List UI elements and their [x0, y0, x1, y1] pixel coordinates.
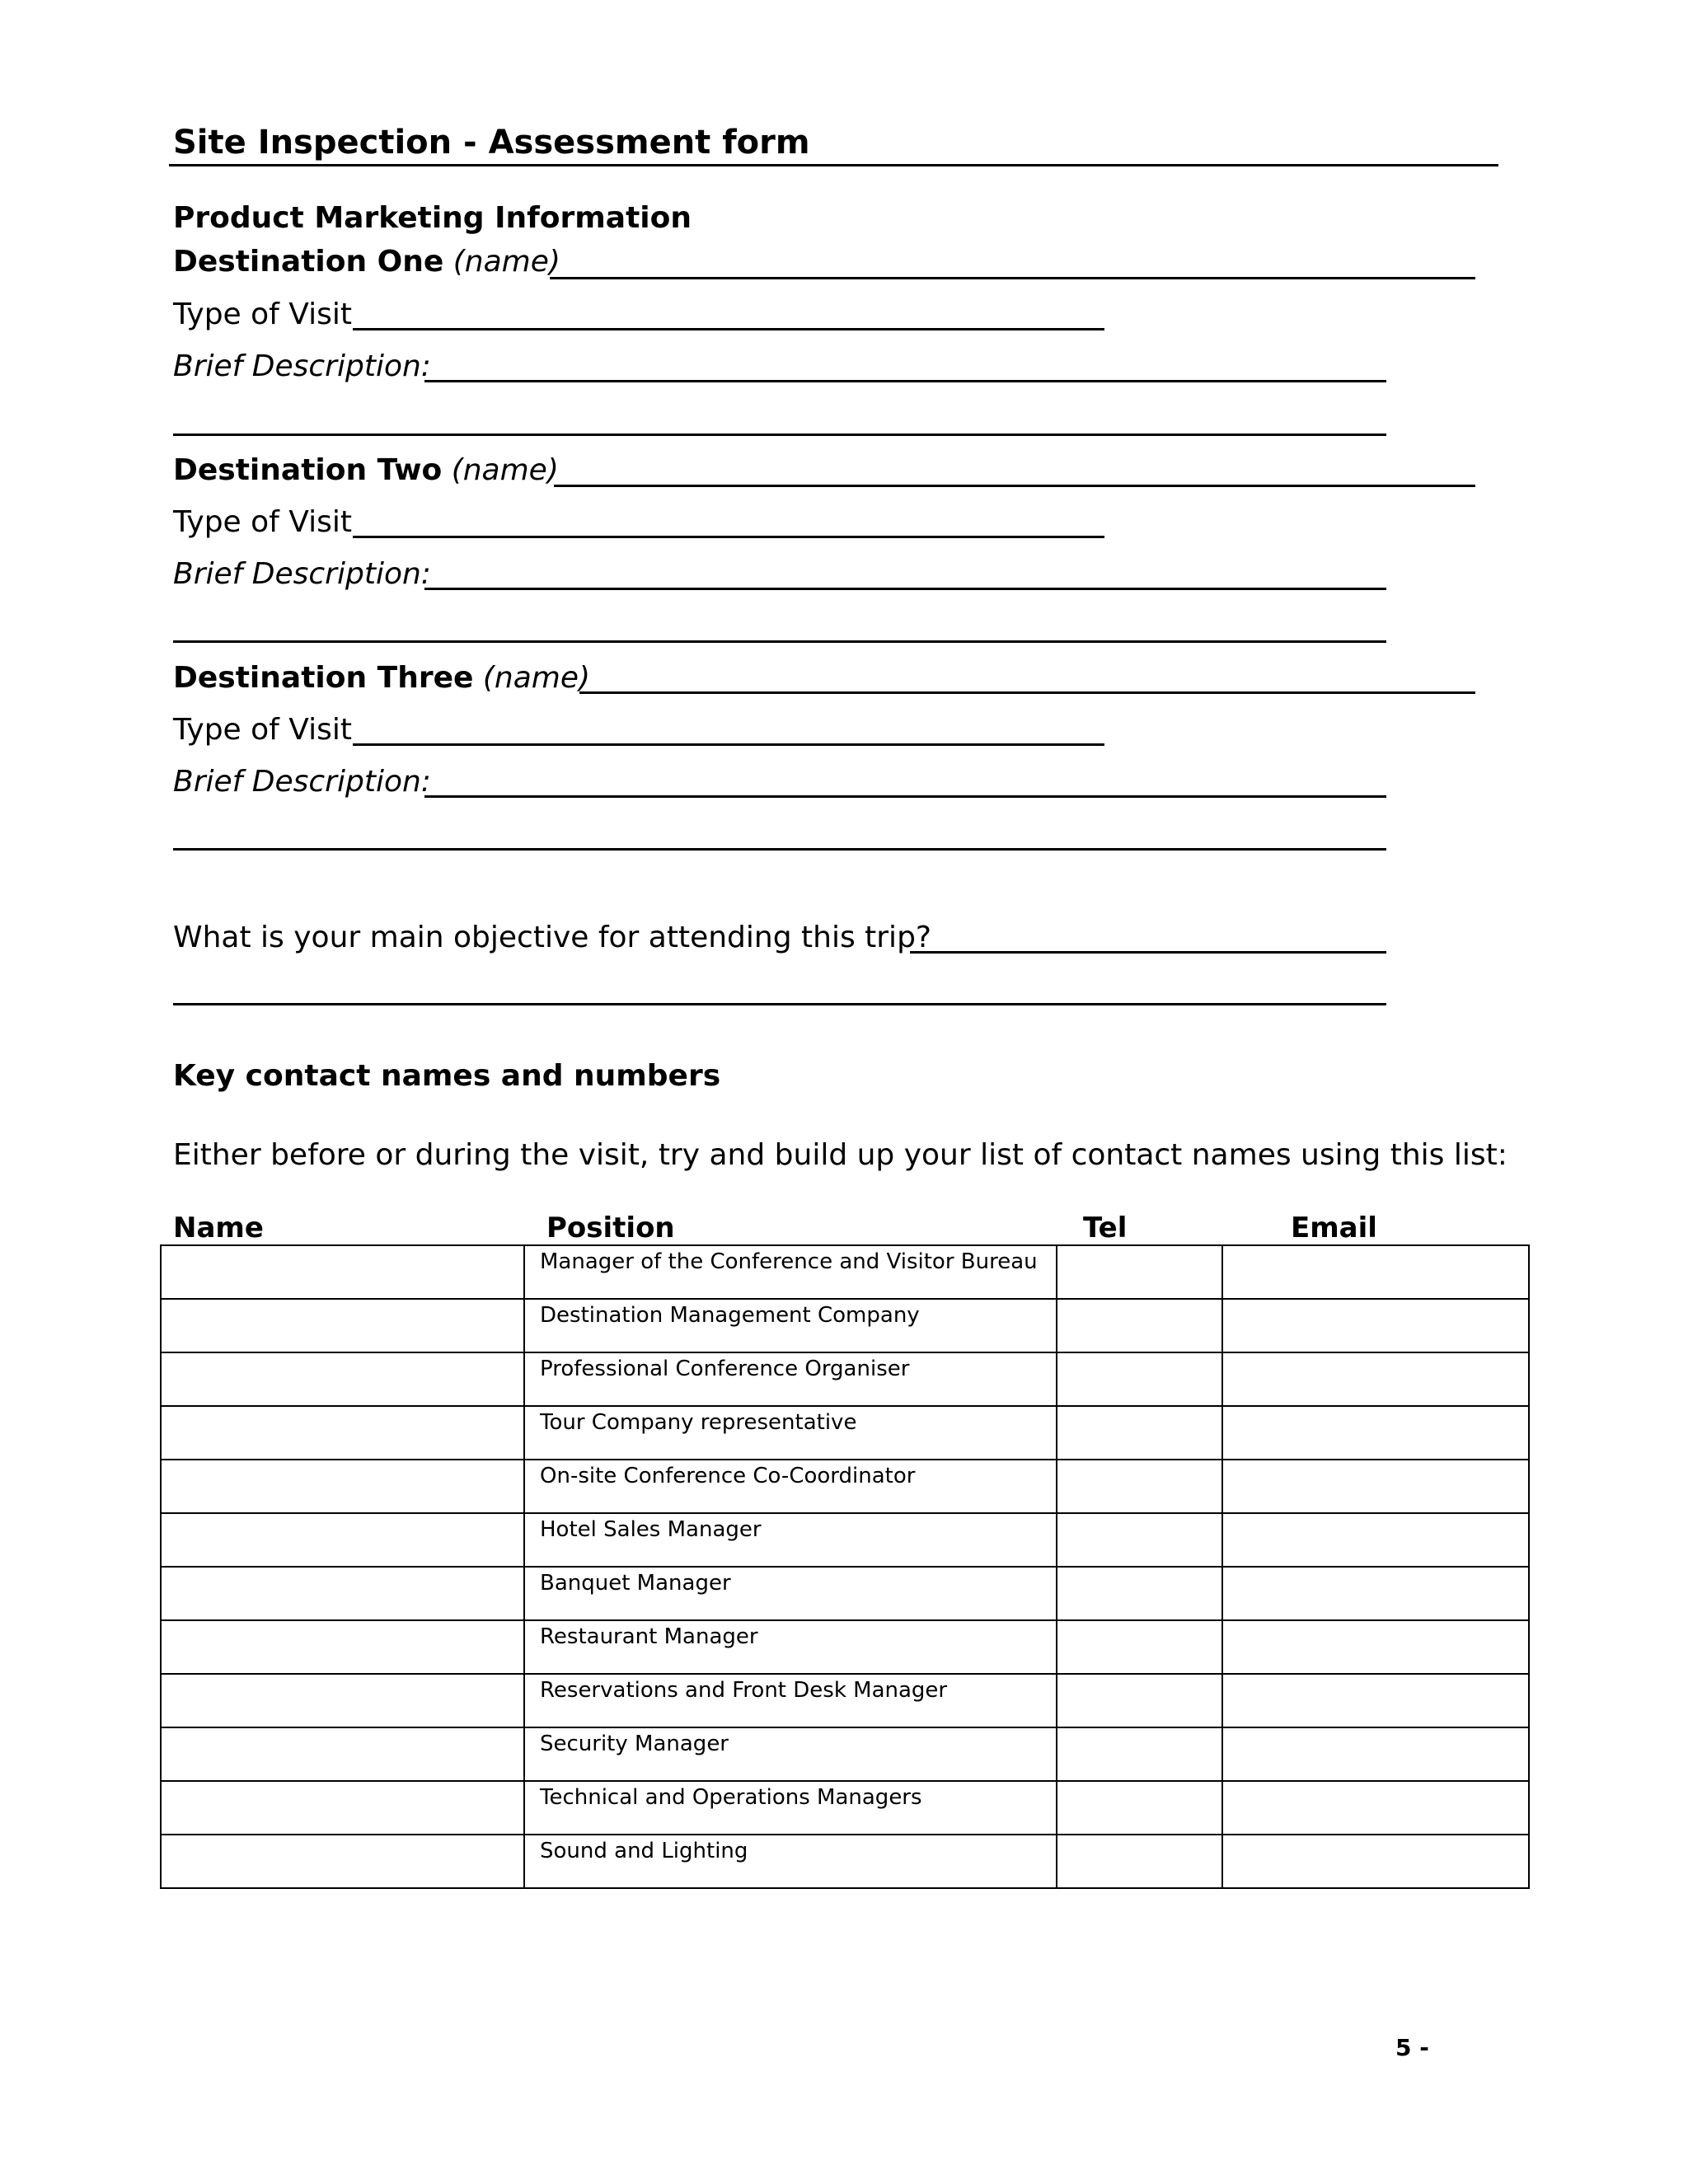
table-row — [161, 1781, 1529, 1835]
email-cell[interactable] — [1222, 1245, 1529, 1299]
destination-one-label — [173, 245, 560, 279]
contacts-table — [160, 1244, 1530, 1889]
table-row — [161, 1674, 1529, 1727]
table-row — [161, 1620, 1529, 1674]
contact-name-cell[interactable] — [161, 1567, 524, 1620]
tel-cell[interactable] — [1057, 1781, 1222, 1835]
contact-name-cell[interactable] — [161, 1835, 524, 1888]
position-cell: Manager of the Conference and Visitor Bureau — [524, 1245, 1057, 1299]
tel-cell[interactable] — [1057, 1513, 1222, 1567]
destination-label: Destination One — [173, 245, 444, 279]
destination-two-label — [173, 453, 559, 487]
table-row — [161, 1513, 1529, 1567]
destination-one-description-field-line2[interactable] — [173, 434, 1386, 436]
objective-field[interactable] — [910, 951, 1386, 954]
tel-cell[interactable] — [1057, 1352, 1222, 1406]
table-row — [161, 1567, 1529, 1620]
brief-description-label: Brief Description: — [173, 349, 431, 383]
name-hint: (name) — [482, 661, 591, 695]
destination-three-description-field-line2[interactable] — [173, 848, 1386, 851]
email-cell[interactable] — [1222, 1460, 1529, 1513]
tel-cell[interactable] — [1057, 1620, 1222, 1674]
email-cell[interactable] — [1222, 1620, 1529, 1674]
destination-three-label — [173, 661, 590, 695]
contact-name-cell[interactable] — [161, 1460, 524, 1513]
position-cell: Reservations and Front Desk Manager — [524, 1674, 1057, 1727]
position-cell: Tour Company representative — [524, 1406, 1057, 1460]
destination-label: Destination Two — [173, 453, 443, 487]
column-header-email: Email — [1291, 1212, 1377, 1244]
email-cell[interactable] — [1222, 1299, 1529, 1352]
position-cell: Restaurant Manager — [524, 1620, 1057, 1674]
brief-description-label: Brief Description: — [173, 765, 431, 799]
column-header-name: Name — [173, 1212, 264, 1244]
page-number: 5 - — [1395, 2034, 1429, 2061]
tel-cell[interactable] — [1057, 1727, 1222, 1781]
objective-field-line2[interactable] — [173, 1003, 1386, 1005]
contact-name-cell[interactable] — [161, 1299, 524, 1352]
destination-two-name-field[interactable] — [554, 485, 1475, 487]
tel-cell[interactable] — [1057, 1835, 1222, 1888]
tel-cell[interactable] — [1057, 1299, 1222, 1352]
type-of-visit-label: Type of Visit — [173, 713, 352, 747]
destination-two-type-field[interactable] — [353, 536, 1104, 538]
section-heading-contacts: Key contact names and numbers — [173, 1059, 721, 1093]
name-hint: (name) — [452, 245, 560, 279]
email-cell[interactable] — [1222, 1513, 1529, 1567]
table-row — [161, 1299, 1529, 1352]
position-cell: Professional Conference Organiser — [524, 1352, 1057, 1406]
email-cell[interactable] — [1222, 1352, 1529, 1406]
email-cell[interactable] — [1222, 1567, 1529, 1620]
name-hint: (name) — [451, 453, 559, 487]
email-cell[interactable] — [1222, 1835, 1529, 1888]
position-cell: On-site Conference Co-Coordinator — [524, 1460, 1057, 1513]
tel-cell[interactable] — [1057, 1567, 1222, 1620]
destination-three-description-field[interactable] — [424, 795, 1386, 798]
table-row — [161, 1835, 1529, 1888]
email-cell[interactable] — [1222, 1674, 1529, 1727]
position-cell: Destination Management Company — [524, 1299, 1057, 1352]
table-row — [161, 1460, 1529, 1513]
contact-name-cell[interactable] — [161, 1727, 524, 1781]
email-cell[interactable] — [1222, 1727, 1529, 1781]
destination-three-type-field[interactable] — [353, 743, 1104, 746]
tel-cell[interactable] — [1057, 1674, 1222, 1727]
position-cell: Sound and Lighting — [524, 1835, 1057, 1888]
contact-name-cell[interactable] — [161, 1406, 524, 1460]
title-rule — [169, 164, 1498, 166]
tel-cell[interactable] — [1057, 1406, 1222, 1460]
column-header-position: Position — [546, 1212, 675, 1244]
destination-three-name-field[interactable] — [579, 691, 1475, 694]
contact-name-cell[interactable] — [161, 1245, 524, 1299]
destination-one-type-field[interactable] — [353, 328, 1104, 330]
contact-name-cell[interactable] — [161, 1781, 524, 1835]
destination-label: Destination Three — [173, 661, 474, 695]
contact-name-cell[interactable] — [161, 1513, 524, 1567]
contact-name-cell[interactable] — [161, 1674, 524, 1727]
contact-name-cell[interactable] — [161, 1352, 524, 1406]
email-cell[interactable] — [1222, 1781, 1529, 1835]
column-header-tel: Tel — [1083, 1212, 1128, 1244]
destination-two-description-field[interactable] — [424, 588, 1386, 590]
table-row — [161, 1727, 1529, 1781]
table-row — [161, 1245, 1529, 1299]
position-cell: Technical and Operations Managers — [524, 1781, 1057, 1835]
type-of-visit-label: Type of Visit — [173, 298, 352, 331]
type-of-visit-label: Type of Visit — [173, 505, 352, 539]
destination-two-description-field-line2[interactable] — [173, 640, 1386, 643]
destination-one-description-field[interactable] — [424, 380, 1386, 382]
tel-cell[interactable] — [1057, 1245, 1222, 1299]
table-row — [161, 1406, 1529, 1460]
contacts-instruction: Either before or during the visit, try and build up your list of contact names using this list: — [173, 1138, 1507, 1172]
section-heading-marketing: Product Marketing Information — [173, 201, 692, 235]
tel-cell[interactable] — [1057, 1460, 1222, 1513]
objective-question: What is your main objective for attending this trip? — [173, 921, 932, 954]
destination-one-name-field[interactable] — [550, 277, 1475, 279]
position-cell: Security Manager — [524, 1727, 1057, 1781]
position-cell: Hotel Sales Manager — [524, 1513, 1057, 1567]
position-cell: Banquet Manager — [524, 1567, 1057, 1620]
brief-description-label: Brief Description: — [173, 557, 431, 591]
page-title: Site Inspection - Assessment form — [173, 124, 810, 162]
contact-name-cell[interactable] — [161, 1620, 524, 1674]
table-row — [161, 1352, 1529, 1406]
email-cell[interactable] — [1222, 1406, 1529, 1460]
